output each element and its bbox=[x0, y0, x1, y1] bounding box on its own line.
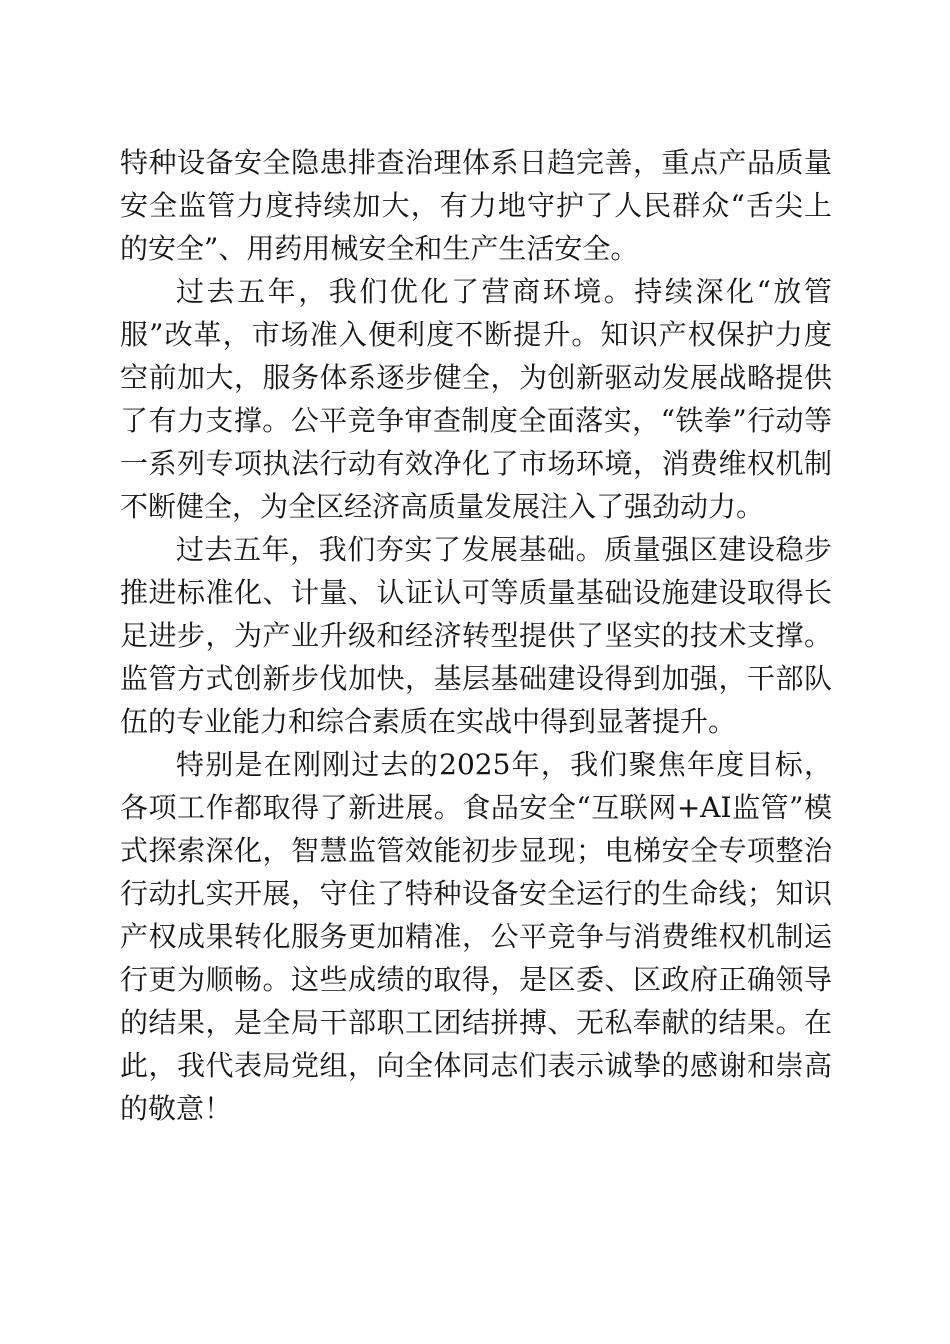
paragraph-business-environment: 过去五年，我们优化了营商环境。持续深化“放管服”改革，市场准入便利度不断提升。知识产权保护力度空前加大，服务体系逐步健全，为创新驱动发展战略提供了有力支撑。公平竞争审查制度全面落实，“铁拳”行动等一系列专项执法行动有效净化了市场环境，消费维权机制不断健全，为全区经济高质量发展注入了强劲动力。 bbox=[120, 275, 832, 523]
paragraph-continued: 特种设备安全隐患排查治理体系日趋完善，重点产品质量安全监管力度持续加大，有力地守护了人民群众“舌尖上的安全”、用药用械安全和生产生活安全。 bbox=[120, 146, 832, 265]
paragraph-development-foundation: 过去五年，我们夯实了发展基础。质量强区建设稳步推进标准化、计量、认证认可等质量基础设施建设取得长足进步，为产业升级和经济转型提供了坚实的技术支撑。监管方式创新步伐加快，基层基础建设得到加强，干部队伍的专业能力和综合素质在实战中得到显著提升。 bbox=[120, 533, 832, 738]
document-body bbox=[120, 141, 832, 1130]
paragraph-2025-achievements: 特别是在刚刚过去的2025年，我们聚焦年度目标，各项工作都取得了新进展。食品安全“互联网+AI监管”模式探索深化，智慧监管效能初步显现；电梯安全专项整治行动扎实开展，守住了特种设备安全运行的生命线；知识产权成果转化服务更加精准，公平竞争与消费维权机制运行更为顺畅。这些成绩的取得，是区委、区政府正确领导的结果，是全局干部职工团结拼搏、无私奉献的结果。在此，我代表局党组，向全体同志们表示诚挚的感谢和崇高的敬意！ bbox=[120, 748, 832, 1125]
